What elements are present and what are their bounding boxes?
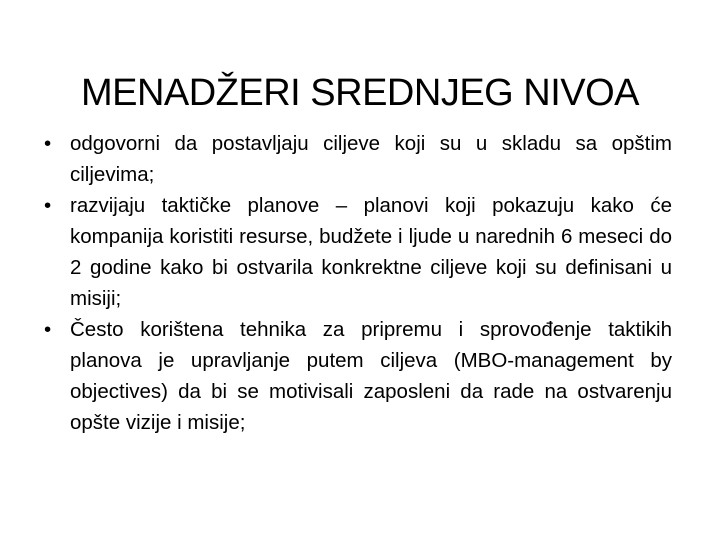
bullet-text: odgovorni da postavljaju ciljeve koji su u skladu sa opštim ciljevima; bbox=[70, 132, 672, 186]
bullet-text: razvijaju taktičke planove – planovi koji pokazuju kako će kompanija koristiti resurse, budžete i ljude u narednih 6 meseci do 2 godine kako bi ostvarila konkrektne ciljeve koji su definisani u misiji; bbox=[70, 194, 672, 310]
bullet-dot-icon: • bbox=[44, 132, 52, 155]
bullet-list bbox=[36, 128, 672, 438]
bullet-dot-icon: • bbox=[44, 318, 52, 341]
bullet-item bbox=[36, 128, 672, 190]
bullet-item bbox=[36, 190, 672, 314]
bullet-dot-icon: • bbox=[44, 194, 52, 217]
bullet-item bbox=[36, 314, 672, 438]
bullet-text: Često korištena tehnika za pripremu i sprovođenje taktikih planova je upravljanje putem ciljeva (MBO-management by objectives) da bi se motivisali zaposleni da rade na ostvarenju opšte vizije i misije; bbox=[70, 318, 672, 434]
slide-title: MENADŽERI SREDNJEG NIVOA bbox=[80, 72, 640, 115]
